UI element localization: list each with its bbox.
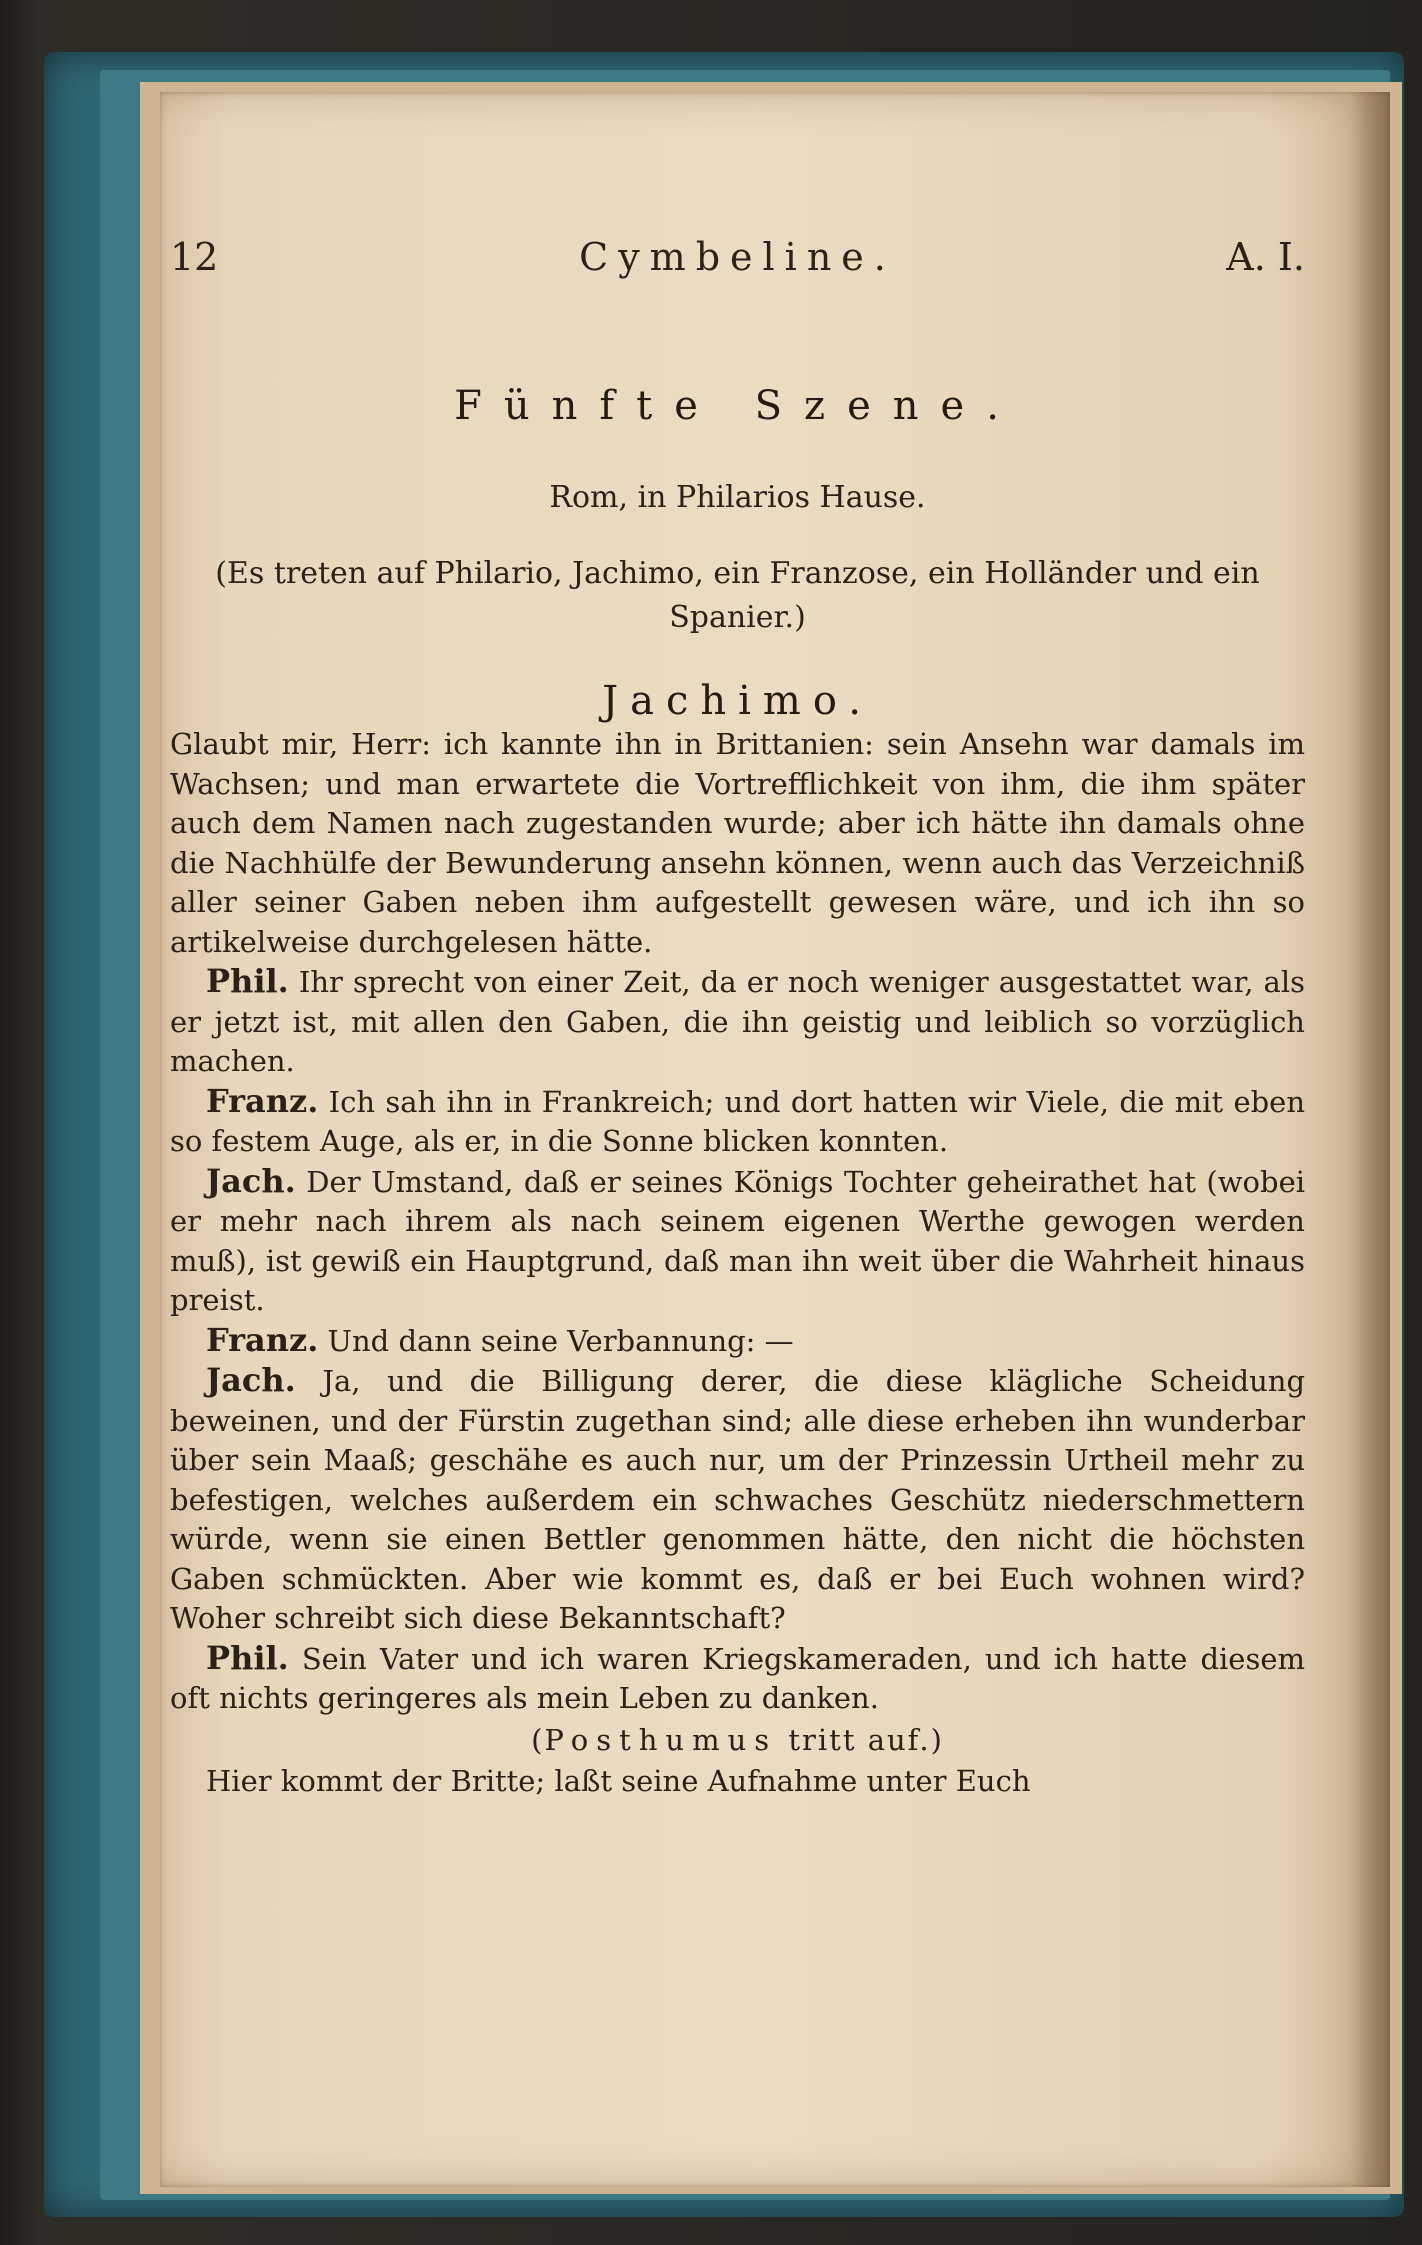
speech-text: Ja, und die Billigung derer, die diese klägliche Scheidung beweinen, und der Fürstin zugethan sind; alle diese erheben ihn wunderbar über sein Maaß; geschähe es auch nur, um der Prinzessin Urtheil mehr zu befestigen, welches außerdem ein schwaches Geschütz niederschmettern würde, wenn sie einen Bettler genommen hätte, den nicht die höchsten Gaben schmückten. Aber wie kommt es, daß er bei Euch wohnen wird? Woher schreibt sich diese Bekanntschaft? xyxy=(170,1364,1306,1635)
character-name: Posthumus xyxy=(544,1722,778,1757)
act-label: A. I. xyxy=(1226,235,1305,279)
speech-phil-1 xyxy=(170,962,1305,1082)
stage-direction-posthumus: (Posthumus tritt auf.) xyxy=(531,1722,944,1757)
speech-franz-1 xyxy=(170,1082,1305,1162)
speaker-heading: Jachimo. xyxy=(602,678,873,724)
speech-text: Ihr sprecht von einer Zeit, da er noch weniger ausgestattet war, als er jetzt ist, mit allen den Gaben, die ihn geistig und leiblich so vorzüglich machen. xyxy=(170,965,1306,1078)
speaker-label: Phil. xyxy=(206,962,289,1000)
speaker-label: Jach. xyxy=(206,1361,296,1399)
opening-stage-direction: (Es treten auf Philario, Jachimo, ein Franzose, ein Holländer und ein Spanier.) xyxy=(215,556,1260,635)
speech-text: Sein Vater und ich waren Kriegskameraden, und ich hatte diesem oft nichts geringeres als mein Leben zu danken. xyxy=(170,1641,1305,1715)
running-title: Cymbeline. xyxy=(579,235,896,279)
speech-phil-2 xyxy=(170,1639,1305,1719)
speaker-label: Jach. xyxy=(206,1161,296,1200)
page-gutter-shadow xyxy=(1350,92,1390,2187)
speech-franz-2 xyxy=(170,1321,1305,1362)
scene-location: Rom, in Philarios Hause. xyxy=(549,480,926,515)
speech-jach-2 xyxy=(170,1162,1305,1321)
speech-phil-3: Hier kommt der Britte; laßt seine Aufnahme unter Euch xyxy=(206,1764,1031,1798)
speaker-label: Franz. xyxy=(206,1081,319,1120)
speaker-label: Franz. xyxy=(206,1320,319,1359)
page-number: 12 xyxy=(170,235,219,279)
stage-action: tritt auf. xyxy=(788,1722,931,1757)
speaker-label: Phil. xyxy=(206,1638,289,1677)
scene-title: Fünfte Szene. xyxy=(454,383,1021,429)
speech-jach-3 xyxy=(170,1361,1305,1639)
speech-text: Ich sah ihn in Frankreich; und dort hatten wir Viele, die mit eben so festem Auge, als er, in die Sonne blicken konnten. xyxy=(170,1084,1306,1158)
speech-jachimo-1: Glaubt mir, Herr: ich kannte ihn in Brittanien: sein Ansehn war damals im Wachsen; und man erwartete die Vortrefflichkeit von ihm, die ihm später auch dem Namen nach zugestanden wurde; aber ich hätte ihn damals ohne die Nachhülfe der Bewunderung ansehn können, wenn auch das Verzeichniß aller seiner Gaben neben ihm aufgestellt gewesen wäre, und ich ihn so artikelweise durchgelesen hätte. xyxy=(170,727,1305,959)
running-header xyxy=(170,235,1305,295)
speech-text: Der Umstand, daß er seines Königs Tochter geheirathet hat (wobei er mehr nach ihrem als nach seinem eigenen Werthe gewogen werden muß), ist gewiß ein Hauptgrund, daß man ihn weit über die Wahrheit hinaus preist. xyxy=(170,1164,1306,1317)
dialogue-body xyxy=(170,725,1305,1802)
speech-text: Und dann seine Verbannung: — xyxy=(327,1323,794,1358)
